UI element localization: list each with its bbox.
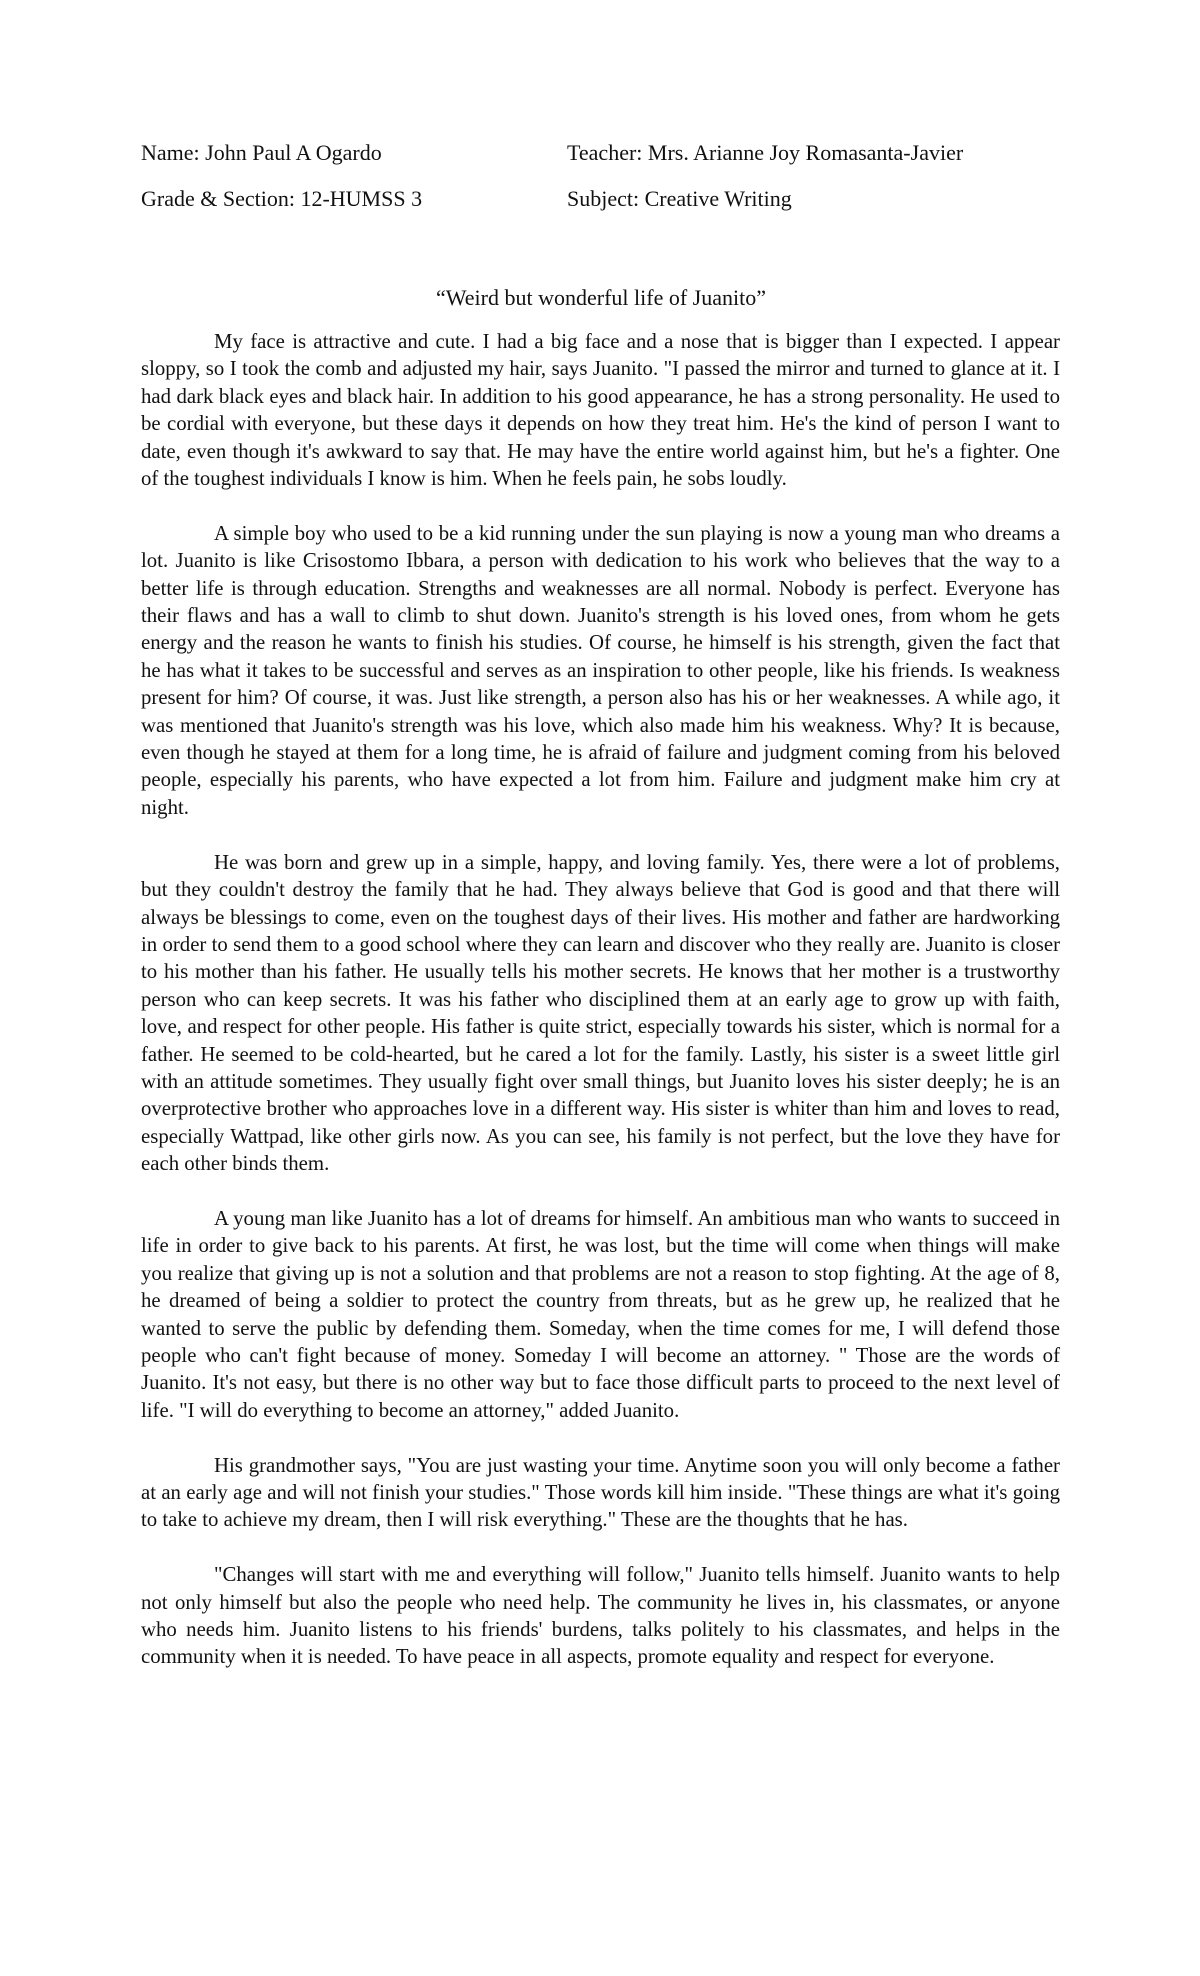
subject: Subject: Creative Writing [567, 186, 792, 211]
document-header [141, 140, 1061, 232]
essay-body [141, 328, 1060, 1671]
essay-paragraph-5: His grandmother says, "You are just wasting your time. Anytime soon you will only become a father at an early age and will not finish your studies." Those words kill him inside. "These things are what it's going to take to achieve my dream, then I will risk everything." These are the thoughts that he has. [141, 1453, 1060, 1532]
essay-paragraph-4: A young man like Juanito has a lot of dreams for himself. An ambitious man who wants to succeed in life in order to give back to his parents. At first, he was lost, but the time will come when things will make you realize that giving up is not a solution and that problems are not a reason to stop fighting. At the age of 8, he dreamed of being a soldier to protect the country from threats, but as he grew up, he realized that he wanted to serve the public by defending them. Someday, when the time comes for me, I will defend those people who can't fight because of money. Someday I will become an attorney. " Those are the words of Juanito. It's not easy, but there is no other way but to face those difficult parts to proceed to the next level of life. "I will do everything to become an attorney," added Juanito. [141, 1206, 1060, 1422]
essay-paragraph-1: My face is attractive and cute. I had a big face and a nose that is bigger than I expected. I appear sloppy, so I took the comb and adjusted my hair, says Juanito. "I passed the mirror and turned to glance at it. I had dark black eyes and black hair. In addition to his good appearance, he has a strong personality. He used to be cordial with everyone, but these days it depends on how they treat him. He's the kind of person I want to date, even though it's awkward to say that. He may have the entire world against him, but he's a fighter. One of the toughest individuals I know is him. When he feels pain, he sobs loudly. [141, 330, 1060, 491]
essay-paragraph-6: "Changes will start with me and everything will follow," Juanito tells himself. Juanito wants to help not only himself but also the people who need help. The community he lives in, his classmates, or anyone who needs him. Juanito listens to his friends' burdens, talks politely to his classmates, and helps in the community when it is needed. To have peace in all aspects, promote equality and respect for everyone. [141, 1563, 1060, 1669]
essay-paragraph-2: A simple boy who used to be a kid running under the sun playing is now a young man who dreams a lot. Juanito is like Crisostomo Ibbara, a person with dedication to his work who believes that the way to a better life is through education. Strengths and weaknesses are all normal. Nobody is perfect. Everyone has their flaws and has a wall to climb to shut down. Juanito's strength is his loved ones, from whom he gets energy and the reason he wants to finish his studies. Of course, he himself is his strength, given the fact that he has what it takes to be successful and serves as an inspiration to other people, like his friends. Is weakness present for him? Of course, it was. Just like strength, a person also has his or her weaknesses. A while ago, it was mentioned that Juanito's strength was his love, which also made him his weakness. Why? It is because, even though he stayed at them for a long time, he is afraid of failure and judgment coming from his beloved people, especially his parents, who have expected a lot from him. Failure and judgment make him cry at night. [141, 521, 1060, 819]
header-row-2 [141, 186, 1061, 232]
grade-section: Grade & Section: 12-HUMSS 3 [141, 186, 423, 211]
header-row-1 [141, 140, 1061, 186]
essay-paragraph-3: He was born and grew up in a simple, happy, and loving family. Yes, there were a lot of problems, but they couldn't destroy the family that he had. They always believe that God is good and that there will always be blessings to come, even on the toughest days of their lives. His mother and father are hardworking in order to send them to a good school where they can learn and discover who they really are. Juanito is closer to his mother than his father. He usually tells his mother secrets. He knows that her mother is a trustworthy person who can keep secrets. It was his father who disciplined them at an early age to grow up with faith, love, and respect for other people. His father is quite strict, especially towards his sister, which is normal for a father. He seemed to be cold-hearted, but he cared a lot for the family. Lastly, his sister is a sweet little girl with an attitude sometimes. They usually fight over small things, but Juanito loves his sister deeply; he is an overprotective brother who approaches love in a different way. His sister is whiter than him and loves to read, especially Wattpad, like other girls now. As you can see, his family is not perfect, but the love they have for each other binds them. [141, 850, 1060, 1176]
essay-title: “Weird but wonderful life of Juanito” [436, 285, 766, 310]
student-name: Name: John Paul A Ogardo [141, 140, 382, 165]
teacher-name: Teacher: Mrs. Arianne Joy Romasanta-Javier [567, 140, 964, 165]
